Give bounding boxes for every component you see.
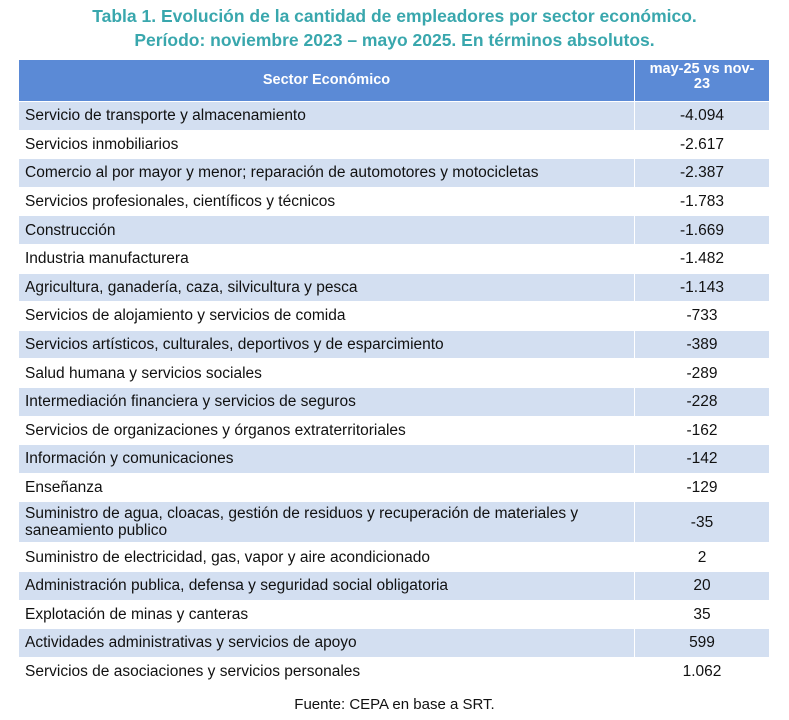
sector-cell: Suministro de agua, cloacas, gestión de residuos y recuperación de materiales y saneamiento publico [19,502,635,543]
table-row [19,543,770,572]
value-cell: 2 [635,543,770,572]
sector-cell: Intermediación financiera y servicios de seguros [19,387,635,416]
table-row [19,657,770,686]
source-note: Fuente: CEPA en base a SRT. [294,696,495,713]
value-cell: 20 [635,571,770,600]
sector-cell: Enseñanza [19,473,635,502]
header-change-line2: 23 [693,76,711,92]
value-cell: -142 [635,445,770,474]
value-cell: -2.387 [635,159,770,188]
sector-cell: Servicios profesionales, científicos y técnicos [19,187,635,216]
table-row [19,216,770,245]
sector-cell: Administración publica, defensa y seguridad social obligatoria [19,571,635,600]
sector-cell: Servicios de asociaciones y servicios personales [19,657,635,686]
table-row [19,187,770,216]
sector-cell: Agricultura, ganadería, caza, silvicultura y pesca [19,273,635,302]
value-cell: -35 [635,502,770,543]
table-row [19,302,770,331]
table-header-row [19,60,770,102]
table-row [19,330,770,359]
table-row [19,102,770,131]
value-cell: -2.617 [635,130,770,159]
value-cell: -1.783 [635,187,770,216]
table-row [19,571,770,600]
sector-cell: Construcción [19,216,635,245]
value-cell: 1.062 [635,657,770,686]
value-cell: -228 [635,387,770,416]
sector-cell: Industria manufacturera [19,244,635,273]
table-row [19,159,770,188]
header-change-line1: may-25 vs nov- [649,61,755,77]
sector-cell: Servicios artísticos, culturales, deportivos y de esparcimiento [19,330,635,359]
value-cell: -389 [635,330,770,359]
sector-cell: Servicios inmobiliarios [19,130,635,159]
sector-cell: Actividades administrativas y servicios de apoyo [19,629,635,658]
header-change [635,60,770,102]
sector-cell: Servicios de organizaciones y órganos extraterritoriales [19,416,635,445]
title-line-2: Período: noviembre 2023 – mayo 2025. En términos absolutos. [134,30,655,50]
table-row [19,244,770,273]
value-cell: 35 [635,600,770,629]
table-title [0,4,789,52]
value-cell: 599 [635,629,770,658]
value-cell: -4.094 [635,102,770,131]
sector-cell: Información y comunicaciones [19,445,635,474]
sector-cell: Servicio de transporte y almacenamiento [19,102,635,131]
value-cell: -733 [635,302,770,331]
header-sector: Sector Económico [19,60,635,102]
table-row [19,629,770,658]
sector-cell: Comercio al por mayor y menor; reparación de automotores y motocicletas [19,159,635,188]
sector-cell: Explotación de minas y canteras [19,600,635,629]
table-row [19,445,770,474]
table-row [19,416,770,445]
value-cell: -1.143 [635,273,770,302]
table-row [19,359,770,388]
table-row [19,387,770,416]
value-cell: -289 [635,359,770,388]
table-row [19,600,770,629]
value-cell: -162 [635,416,770,445]
table-row [19,473,770,502]
table-row [19,130,770,159]
sector-cell: Salud humana y servicios sociales [19,359,635,388]
sector-cell: Servicios de alojamiento y servicios de comida [19,302,635,331]
value-cell: -1.669 [635,216,770,245]
sector-cell: Suministro de electricidad, gas, vapor y aire acondicionado [19,543,635,572]
value-cell: -129 [635,473,770,502]
table-row [19,502,770,543]
title-line-1: Tabla 1. Evolución de la cantidad de empleadores por sector económico. [92,6,697,26]
table-row [19,273,770,302]
employers-table [18,59,770,686]
value-cell: -1.482 [635,244,770,273]
